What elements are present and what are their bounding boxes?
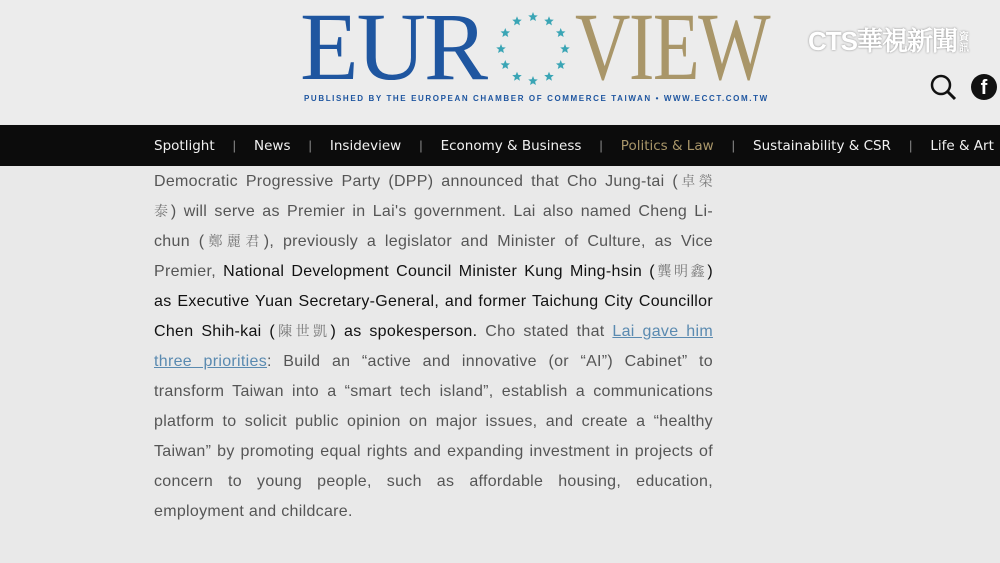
article-line: as Executive Yuan Secretary-General, and former Taichung City Councillor [154,293,713,310]
logo-euro: EUR [300,0,486,100]
watermark-text: CTS華視新聞 [808,26,958,56]
star-icon [528,76,538,85]
star-icon [512,16,522,25]
star-icon [501,60,511,69]
article-line: three priorities: Build an “active and innovative (or “AI”) Cabinet” to [154,353,713,370]
article-line: Democratic Progressive Party (DPP) announced that Cho Jung-tai (卓榮 [154,173,713,190]
nav-politics-law[interactable]: Politics & Law [620,137,714,154]
search-icon[interactable] [930,74,958,102]
nav-divider: | [599,138,603,153]
star-icon [512,72,522,81]
article-line: chun (鄭麗君), previously a legislator and Minister of Culture, as Vice [154,233,714,250]
priorities-link[interactable]: three priorities [154,353,267,370]
cts-watermark [808,26,971,56]
nav-divider: | [308,138,312,153]
article-line: Taiwan” by promoting equal rights and expanding investment in projects of [154,443,713,460]
star-icon [501,28,511,37]
article-line: platform to solicit public opinion on major issues, and create a “healthy [154,413,713,430]
nav-divider: | [731,138,736,153]
article-line: employment and childcare. [154,503,353,520]
main-nav [0,125,1000,166]
star-icon [544,16,554,25]
logo-view: VIEW [575,0,770,100]
star-icon [496,44,506,53]
article-body [154,167,713,527]
nav-news[interactable]: News [254,137,291,154]
star-icon [528,12,538,21]
tagline: PUBLISHED BY THE EUROPEAN CHAMBER OF COMMERCE TAIWAN • WWW.ECCT.COM.TW [304,94,769,103]
star-icon [556,28,566,37]
nav-sustainability-csr[interactable]: Sustainability & CSR [753,137,891,154]
site-header [0,0,1000,124]
article-line: concern to young people, such as affordable housing, education, [154,473,713,490]
star-icon [544,72,554,81]
star-icon [560,44,570,53]
article-line: Chen Shih-kai (陳世凱) as spokesperson. Cho stated that Lai gave him [154,323,713,340]
nav-insideview[interactable]: Insideview [329,137,402,154]
article-line: transform Taiwan into a “smart tech island”, establish a communications [154,383,713,400]
priorities-link[interactable]: Lai gave him [612,323,713,340]
star-icon [556,60,566,69]
article-line: 泰) will serve as Premier in Lai's government. Lai also named Cheng Li- [154,203,713,220]
nav-economy-business[interactable]: Economy & Business [440,137,582,154]
watermark-small: 資訊 [959,32,969,55]
nav-divider: | [908,138,913,153]
facebook-icon[interactable]: f [971,74,997,100]
article-line: Premier, National Development Council Minister Kung Ming-hsin (龔明鑫) [154,263,713,280]
nav-divider: | [232,138,237,153]
nav-divider: | [419,138,423,153]
nav-life-art[interactable]: Life & Art [930,137,994,154]
nav-spotlight[interactable]: Spotlight [154,137,215,154]
eu-stars-icon [496,12,570,86]
